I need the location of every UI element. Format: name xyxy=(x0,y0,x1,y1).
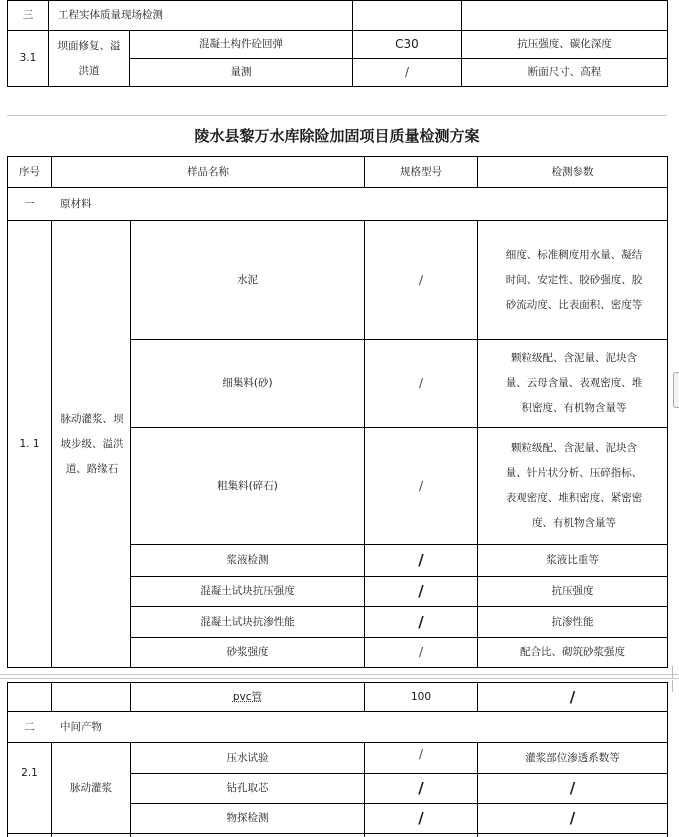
material-params: 浆液比重等 xyxy=(546,554,599,566)
item-params: 断面尺寸、高程 xyxy=(527,66,602,78)
test-spec: / xyxy=(418,809,424,827)
material-params: 抗渗性能 xyxy=(551,615,594,628)
material-params: 颗粒级配、含泥量、泥块含量、针片状分析、压碎指标、表观密度、堆积密度、紧密密度、有机物含量等 xyxy=(505,442,643,529)
material-spec: / xyxy=(418,376,424,390)
material-params: 配合比、砌筑砂浆强度 xyxy=(520,646,625,658)
page-break-line xyxy=(7,115,667,116)
section-number: 一 xyxy=(24,197,35,210)
material-spec: / xyxy=(418,645,424,659)
group-number: 2.1 xyxy=(21,766,38,779)
material-params: 颗粒级配、含泥量、泥块含量、云母含量、表观密度、堆积密度、有机物含量等 xyxy=(505,352,643,414)
header-spec: 规格型号 xyxy=(400,165,442,178)
section-number: 二 xyxy=(24,720,35,733)
location-cell: 坝面修复、溢洪道 xyxy=(57,39,121,77)
item-name: 混凝土构件砼回弹 xyxy=(199,38,283,50)
test-params: / xyxy=(569,779,576,797)
material-params: / xyxy=(569,687,576,706)
material-params: 细度、标准稠度用水量、凝结时间、安定性、胶砂强度、胶砂流动度、比表面积、密度等 xyxy=(505,248,643,311)
test-spec: / xyxy=(418,746,424,761)
material-name: 水泥 xyxy=(237,273,258,286)
item-params: 抗压强度、碳化深度 xyxy=(517,38,612,50)
page-edge-marker xyxy=(673,372,679,408)
test-name: 钻孔取芯 xyxy=(226,782,269,794)
page-corner-mark xyxy=(672,666,673,678)
row-number: 3.1 xyxy=(19,52,37,64)
section-title: 中间产物 xyxy=(60,720,102,733)
page-break-line xyxy=(0,674,679,675)
material-name: 混凝土试块抗压强度 xyxy=(200,585,295,597)
material-spec: / xyxy=(418,478,424,493)
item-name: 量测 xyxy=(230,66,252,78)
pvc-label: pvc管 xyxy=(232,690,263,703)
header-no: 序号 xyxy=(19,165,40,178)
section-number: 三 xyxy=(22,9,34,21)
group-location: 脉动灌浆 xyxy=(70,781,112,794)
material-name: 砂浆强度 xyxy=(226,646,269,658)
test-params: / xyxy=(569,809,576,827)
material-spec: 100 xyxy=(410,690,432,703)
group-location: 脉动灌浆、坝坡步级、溢洪道、路缘石 xyxy=(60,412,124,475)
material-params: 抗压强度 xyxy=(551,585,594,597)
page-corner-mark xyxy=(672,680,673,692)
test-params: 灌浆部位渗透系数等 xyxy=(525,751,620,764)
header-name: 样品名称 xyxy=(187,165,229,178)
page-break-line xyxy=(0,678,679,679)
group-number: 1. 1 xyxy=(19,437,40,450)
material-name: 细集料(砂) xyxy=(222,377,273,389)
material-spec: / xyxy=(418,272,424,287)
material-name: 浆液检测 xyxy=(226,554,269,566)
material-name: 混凝土试块抗渗性能 xyxy=(200,615,295,628)
material-spec: / xyxy=(418,612,424,631)
material-spec: / xyxy=(418,551,424,569)
item-spec: C30 xyxy=(395,37,419,51)
item-spec: / xyxy=(404,65,410,79)
section-title: 原材料 xyxy=(60,197,92,210)
page-title: 陵水县黎万水库除险加固项目质量检测方案 xyxy=(194,126,480,145)
test-name: 物探检测 xyxy=(226,812,269,824)
test-spec: / xyxy=(418,779,424,797)
material-name: 粗集料(碎石) xyxy=(217,479,278,492)
test-name: 压水试验 xyxy=(226,751,269,764)
section-title: 工程实体质量现场检测 xyxy=(58,9,163,21)
header-params: 检测参数 xyxy=(551,165,594,178)
material-spec: / xyxy=(418,582,424,600)
material-name xyxy=(131,683,364,711)
